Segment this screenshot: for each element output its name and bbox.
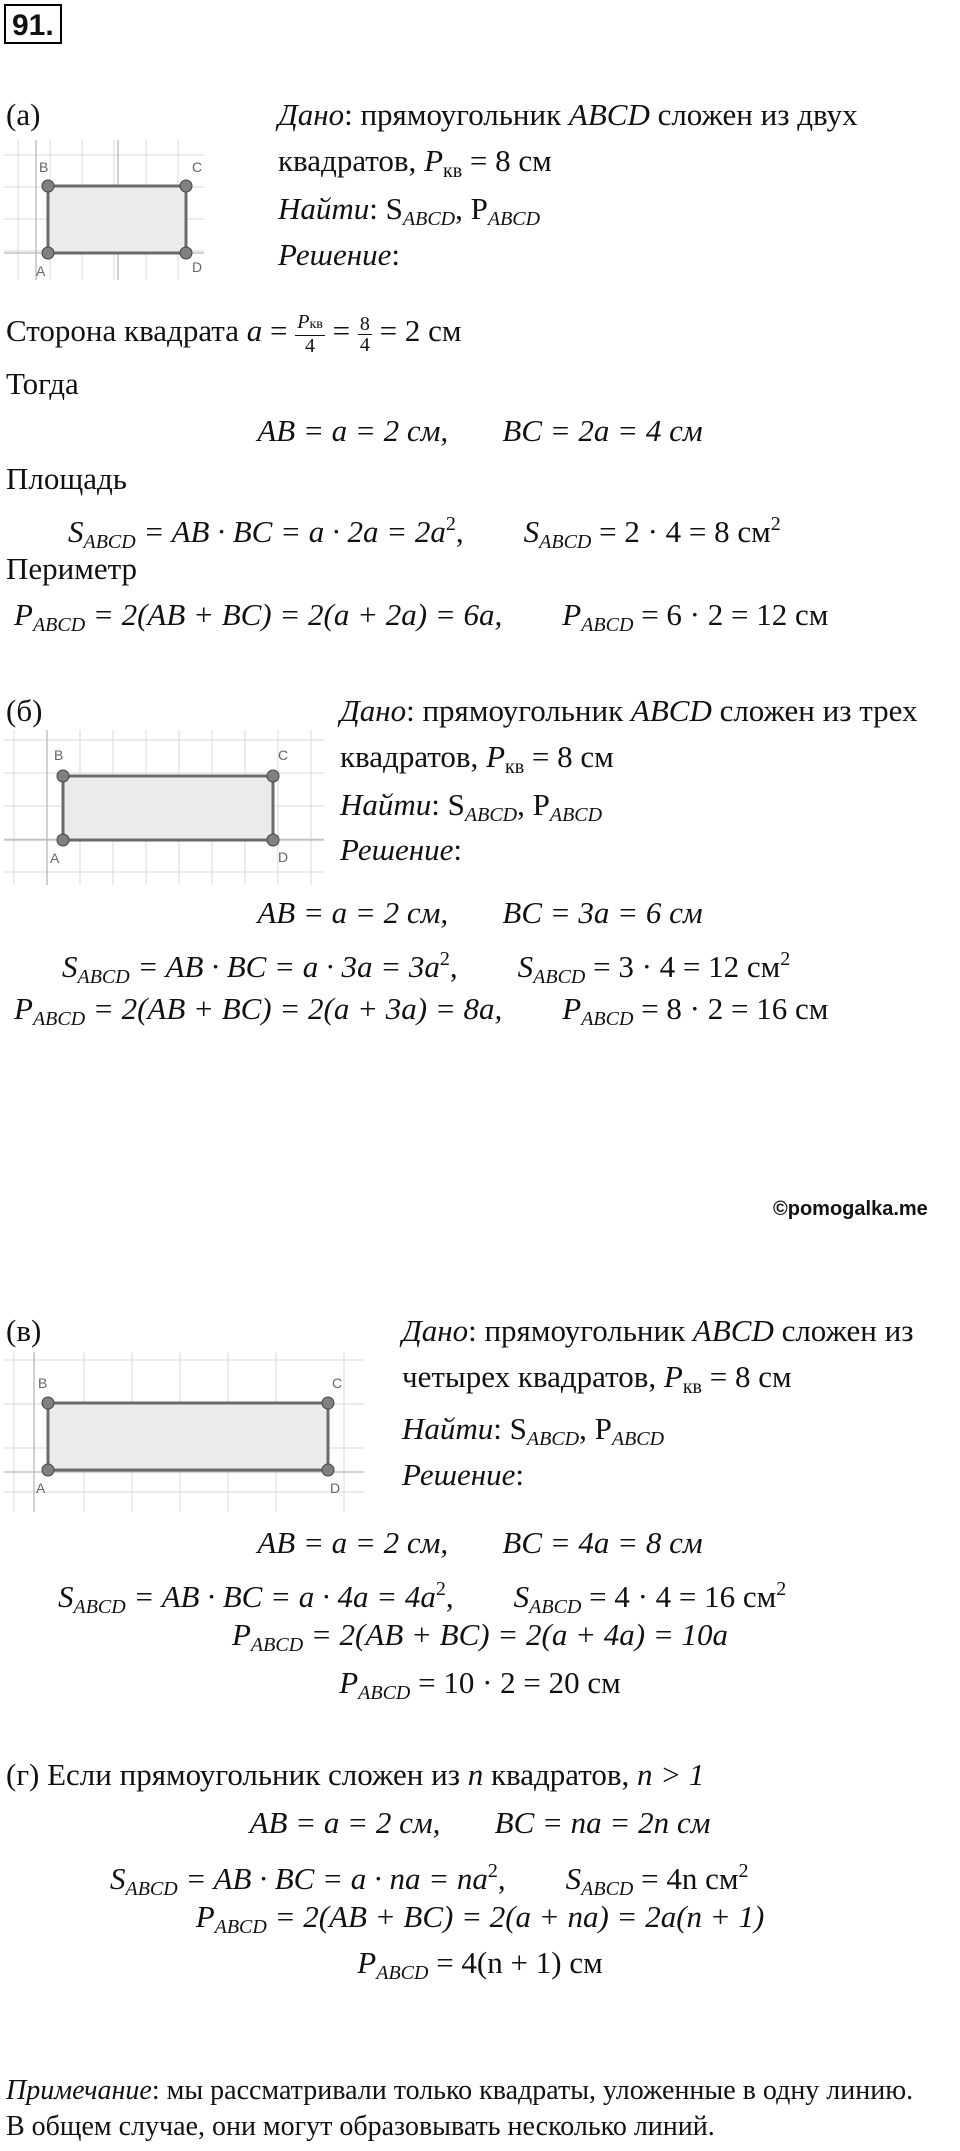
part-a-given: Дано: прямоугольник ABCD сложен из двух <box>278 97 858 132</box>
part-a-perim-word: Периметр <box>6 551 138 586</box>
part-c-given: Дано: прямоугольник ABCD сложен из <box>402 1313 914 1348</box>
part-b-solution: Решение: <box>340 832 462 867</box>
svg-text:C: C <box>332 1375 343 1391</box>
part-d-perim2: $P_{ABCD} = 4(n + 1)$ см <box>357 1945 603 1984</box>
part-c-perim2: $P_{ABCD} = 10 \cdot 2 = 20$ см <box>339 1665 621 1704</box>
part-a-then: Тогда <box>6 366 79 401</box>
svg-text:B: B <box>39 159 49 175</box>
part-a-area: $S_{ABCD}$ = AB · BC = $a \cdot 2a = 2a^2$, $S_{ABCD} = 2 \cdot 4 = 8$ $см^2$ <box>68 513 781 553</box>
svg-text:D: D <box>278 849 289 865</box>
rectangle-abcd <box>48 1403 328 1470</box>
part-d-ab-bc: AB = a = 2 см, BC = na = 2n см <box>249 1805 711 1840</box>
part-b-area: $S_{ABCD}$ = AB · BC = $a \cdot 3a = 3a^2$, $S_{ABCD} = 3 \cdot 4 = 12$ $см^2$ <box>62 948 791 988</box>
svg-text:B: B <box>38 1375 48 1391</box>
svg-text:D: D <box>192 259 203 275</box>
part-b-given-line2: квадратов, Pкв = 8 см <box>340 739 614 778</box>
problem-number: 91. <box>4 4 62 44</box>
part-b-label: (б) <box>6 693 43 728</box>
svg-text:A: A <box>36 263 46 279</box>
part-c-label: (в) <box>6 1313 42 1348</box>
part-c-given-line2: четырех квадратов, Pкв = 8 см <box>402 1359 792 1398</box>
svg-text:C: C <box>192 159 203 175</box>
part-c-area: $S_{ABCD}$ = AB · BC = $a \cdot 4a = 4a^2$, $S_{ABCD} = 4 \cdot 4 = 16$ $см^2$ <box>58 1578 787 1618</box>
rectangle-abcd <box>48 186 186 253</box>
part-b-perim: $P_{ABCD} = 2(AB + BC) = 2(a + 3a) = 8a$, $P_{ABCD} = 8 \cdot 2 = 16$ см <box>14 991 829 1030</box>
part-c-find: Найти: $S_{ABCD}$, $P_{ABCD}$ <box>402 1411 665 1450</box>
part-d-area: $S_{ABCD}$ = AB · BC = a · na = $na^2$, $S_{ABCD} = 4n$ $см^2$ <box>110 1860 749 1900</box>
part-c-perim1: $P_{ABCD} = 2(AB + BC) = 2(a + 4a) = 10a$ <box>231 1617 729 1656</box>
part-c-ab-bc: AB = a = 2 см, BC = 4a = 8 см <box>257 1525 703 1560</box>
part-a-side: Сторона квадрата a = $\frac{\text{Pкв}}{4}$ = $\frac{8}{4}$ = 2 см <box>6 311 462 357</box>
svg-text:B: B <box>54 747 64 763</box>
part-a-label: (а) <box>6 97 41 132</box>
part-b-find: Найти: $S_{ABCD}$, $P_{ABCD}$ <box>340 787 603 826</box>
svg-text:D: D <box>330 1480 341 1496</box>
note-line1: Примечание: мы рассматривали только квадраты, уложенные в одну линию. <box>6 2075 914 2106</box>
part-a-ab-bc: AB = a = 2 см, BC = 2a = 4 см <box>257 413 703 448</box>
note-line2: В общем случае, они могут образовывать несколько линий. <box>6 2111 715 2142</box>
part-b-ab-bc: AB = a = 2 см, BC = 3a = 6 см <box>257 895 703 930</box>
part-a-area-word: Площадь <box>6 461 127 496</box>
part-b-given: Дано: прямоугольник ABCD сложен из трех <box>340 693 918 728</box>
rectangle-abcd <box>63 776 273 840</box>
part-c-solution: Решение: <box>402 1457 524 1492</box>
svg-text:C: C <box>278 747 289 763</box>
part-d-perim1: $P_{ABCD} = 2(AB + BC) = 2(a + na) = 2a(n + 1)$ <box>195 1899 765 1938</box>
figure-b <box>4 730 324 885</box>
watermark: ©pomogalka.me <box>773 1198 928 1220</box>
part-a-given-line2: квадратов, Pкв = 8 см <box>278 143 552 182</box>
figure-c <box>4 1352 364 1512</box>
figure-a <box>4 140 204 280</box>
svg-text:A: A <box>36 1480 46 1496</box>
part-a-perim: $P_{ABCD} = 2(AB + BC) = 2(a + 2a) = 6a$, $P_{ABCD} = 6 \cdot 2 = 12$ см <box>14 597 829 636</box>
part-a-find: Найти: $S_{ABCD}$, $P_{ABCD}$ <box>278 191 541 230</box>
part-d-label: (г) Если прямоугольник сложен из n квадратов, n > 1 <box>6 1757 705 1792</box>
svg-text:A: A <box>50 850 60 866</box>
part-a-solution: Решение: <box>278 237 400 272</box>
